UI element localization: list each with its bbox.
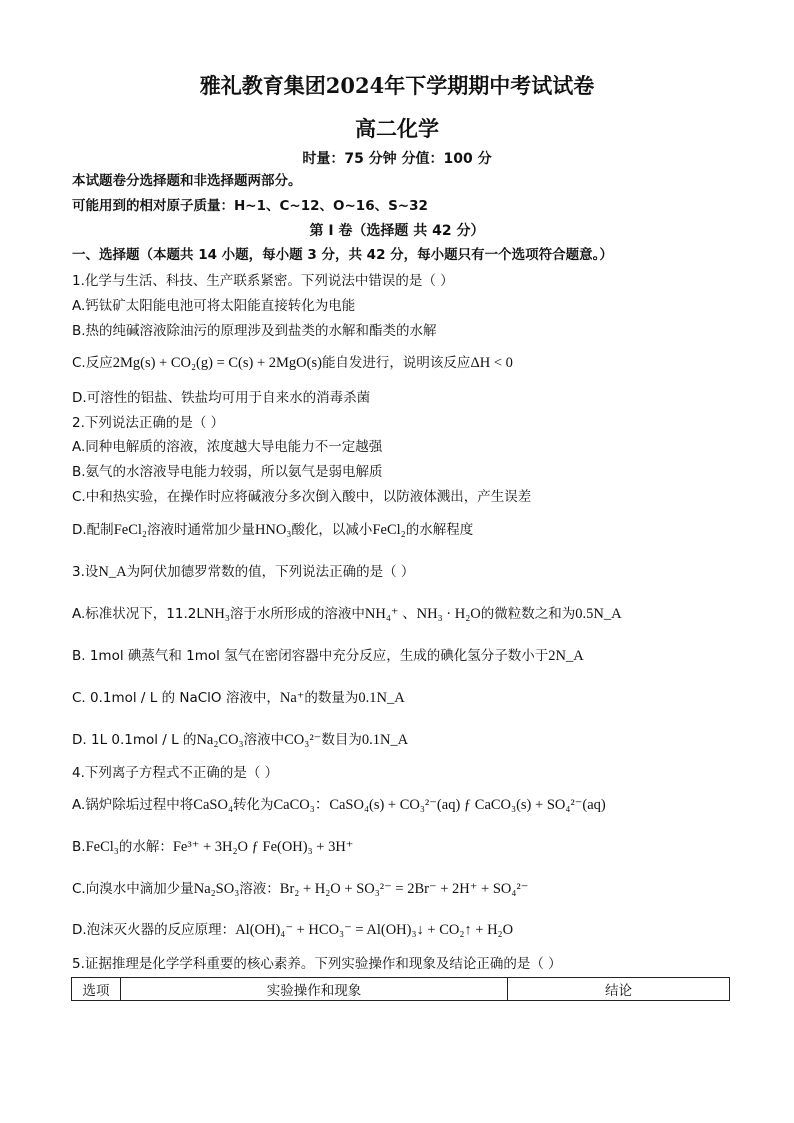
q5-table xyxy=(71,977,730,1001)
q4-option-d: D.泡沫灭火器的反应原理：Al(OH)₄⁻ + HCO₃⁻ = Al(OH)₃↓ + CO₂↑ + H₂O xyxy=(72,922,514,938)
intro-line-2: 可能用到的相对原子质量：H~1、C~12、O~16、S~32 xyxy=(72,198,428,214)
q4-option-c: C.向溴水中滴加少量Na₂SO₃溶液：Br₂ + H₂O + SO₃²⁻ = 2Br⁻ + 2H⁺ + SO₄²⁻ xyxy=(72,881,529,897)
q4-stem: 4.下列离子方程式不正确的是（ ） xyxy=(72,765,279,781)
q3-option-a: A.标准状况下，11.2LNH₃溶于水所形成的溶液中NH₄⁺ 、NH₃ · H₂O的微粒数之和为0.5N_A xyxy=(72,606,622,622)
q1-option-c: C.反应2Mg(s) + CO₂(g) = C(s) + 2MgO(s)能自发进行，说明该反应ΔH < 0 xyxy=(72,355,513,371)
part1-heading: 第 I 卷（选择题 共 42 分） xyxy=(309,223,485,239)
q5-header-conclusion: 结论 xyxy=(508,978,730,1001)
exam-subject: 高二化学 xyxy=(355,116,439,141)
q1-stem: 1.化学与生活、科技、生产联系紧密。下列说法中错误的是（ ） xyxy=(72,273,454,289)
q1-option-b: B.热的纯碱溶液除油污的原理涉及到盐类的水解和酯类的水解 xyxy=(72,323,437,339)
q5-stem: 5.证据推理是化学学科重要的核心素养。下列实验操作和现象及结论正确的是（ ） xyxy=(72,956,562,972)
q2-option-d: D.配制FeCl₂溶液时通常加少量HNO₃酸化，以减小FeCl₂的水解程度 xyxy=(72,522,474,538)
q2-option-a: A.同种电解质的溶液，浓度越大导电能力不一定越强 xyxy=(72,439,383,455)
q5-header-operation: 实验操作和现象 xyxy=(121,978,508,1001)
q4-option-b: B.FeCl₃的水解：Fe³⁺ + 3H₂O ƒ Fe(OH)₃ + 3H⁺ xyxy=(72,839,354,855)
q1-option-a: A.钙钛矿太阳能电池可将太阳能直接转化为电能 xyxy=(72,298,356,314)
q3-option-d: D. 1L 0.1mol / L 的Na₂CO₃溶液中CO₃²⁻数目为0.1N_A xyxy=(72,732,409,748)
q2-option-c: C.中和热实验，在操作时应将碱液分多次倒入酸中，以防液体溅出，产生误差 xyxy=(72,489,532,505)
intro-line-1: 本试题卷分选择题和非选择题两部分。 xyxy=(72,173,302,189)
q2-option-b: B.氨气的水溶液导电能力较弱，所以氨气是弱电解质 xyxy=(72,464,383,480)
q1-option-d: D.可溶性的铝盐、铁盐均可用于自来水的消毒杀菌 xyxy=(72,390,371,406)
q3-stem: 3.设N_A为阿伏加德罗常数的值，下列说法正确的是（ ） xyxy=(72,564,415,580)
q5-header-option: 选项 xyxy=(72,978,121,1001)
q3-option-b: B. 1mol 碘蒸气和 1mol 氢气在密闭容器中充分反应，生成的碘化氢分子数小于2N_A xyxy=(72,648,584,664)
q4-option-a: A.锅炉除垢过程中将CaSO₄转化为CaCO₃：CaSO₄(s) + CO₃²⁻(aq) ƒ CaCO₃(s) + SO₄²⁻(aq) xyxy=(72,797,606,813)
exam-time-score: 时量：75 分钟 分值：100 分 xyxy=(302,151,492,167)
q2-stem: 2.下列说法正确的是（ ） xyxy=(72,415,225,431)
q5-table-header-row xyxy=(72,978,730,1001)
q3-option-c: C. 0.1mol / L 的 NaClO 溶液中，Na⁺的数量为0.1N_A xyxy=(72,690,405,706)
section-heading: 一、选择题（本题共 14 小题，每小题 3 分，共 42 分，每小题只有一个选项符合题意。） xyxy=(72,247,613,263)
exam-title: 雅礼教育集团2024年下学期期中考试试卷 xyxy=(199,73,595,98)
